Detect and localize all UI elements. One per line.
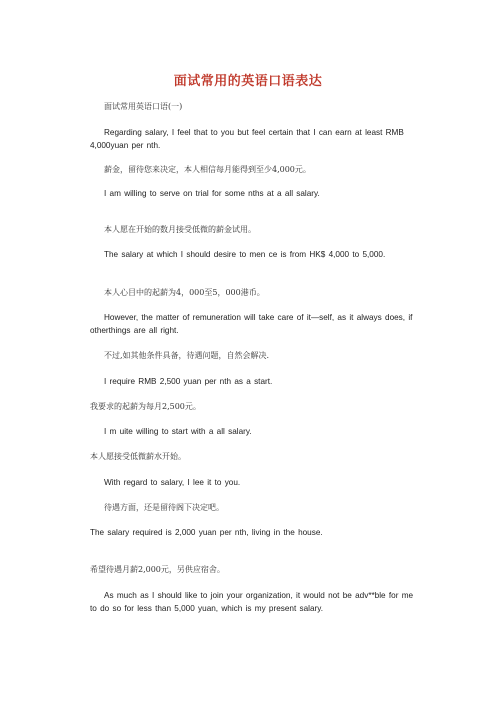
paragraph-cn-1: 薪金，留待您来决定，本人相信每月能得到至少4,000元。: [104, 165, 311, 174]
paragraph-en-9: As much as I should like to join your organization, it would not be adv**ble for me to do so for less than 5,000 yuan, which is my present salary.: [90, 591, 414, 613]
paragraph-cn-6: 本人愿接受低微薪水开始。: [90, 452, 186, 461]
paragraph-subtitle: 面试常用英语口语(一): [104, 102, 183, 111]
paragraph-en-6: I m uite willing to start with a all salary.: [104, 427, 252, 436]
paragraph-en-8: The salary required is 2,000 yuan per nth, living in the house.: [90, 528, 323, 537]
document-title: 面试常用的英语口语表达: [173, 74, 323, 89]
paragraph-en-4: However, the matter of remuneration will take care of it—self, as it always does, if otherthings are all right.: [90, 313, 413, 335]
paragraph-en-3: The salary at which I should desire to men ce is from HK$ 4,000 to 5,000.: [104, 250, 386, 259]
paragraph-cn-8: 希望待遇月薪2,000元，另供应宿舍。: [90, 565, 225, 574]
paragraph-en-1: Regarding salary, I feel that to you but feel certain that I can earn at least RMB 4,000yuan per nth.: [90, 128, 404, 150]
paragraph-cn-5: 我要求的起薪为每月2,500元。: [90, 402, 201, 411]
paragraph-en-2: I am willing to serve on trial for some nths at a all salary.: [104, 189, 320, 198]
paragraph-cn-7: 待遇方面，还是留待阁下决定吧。: [104, 503, 224, 512]
paragraph-cn-4: 不过,如其他条件具备，待遇问题，自然会解决.: [104, 351, 270, 360]
paragraph-en-7: With regard to salary, I lee it to you.: [104, 478, 241, 487]
paragraph-cn-2: 本人愿在开始的数月接受低微的薪金试用。: [104, 225, 256, 234]
paragraph-en-5: I require RMB 2,500 yuan per nth as a start.: [104, 377, 273, 386]
paragraph-cn-3: 本人心目中的起薪为4，000至5，000港币。: [104, 288, 265, 297]
